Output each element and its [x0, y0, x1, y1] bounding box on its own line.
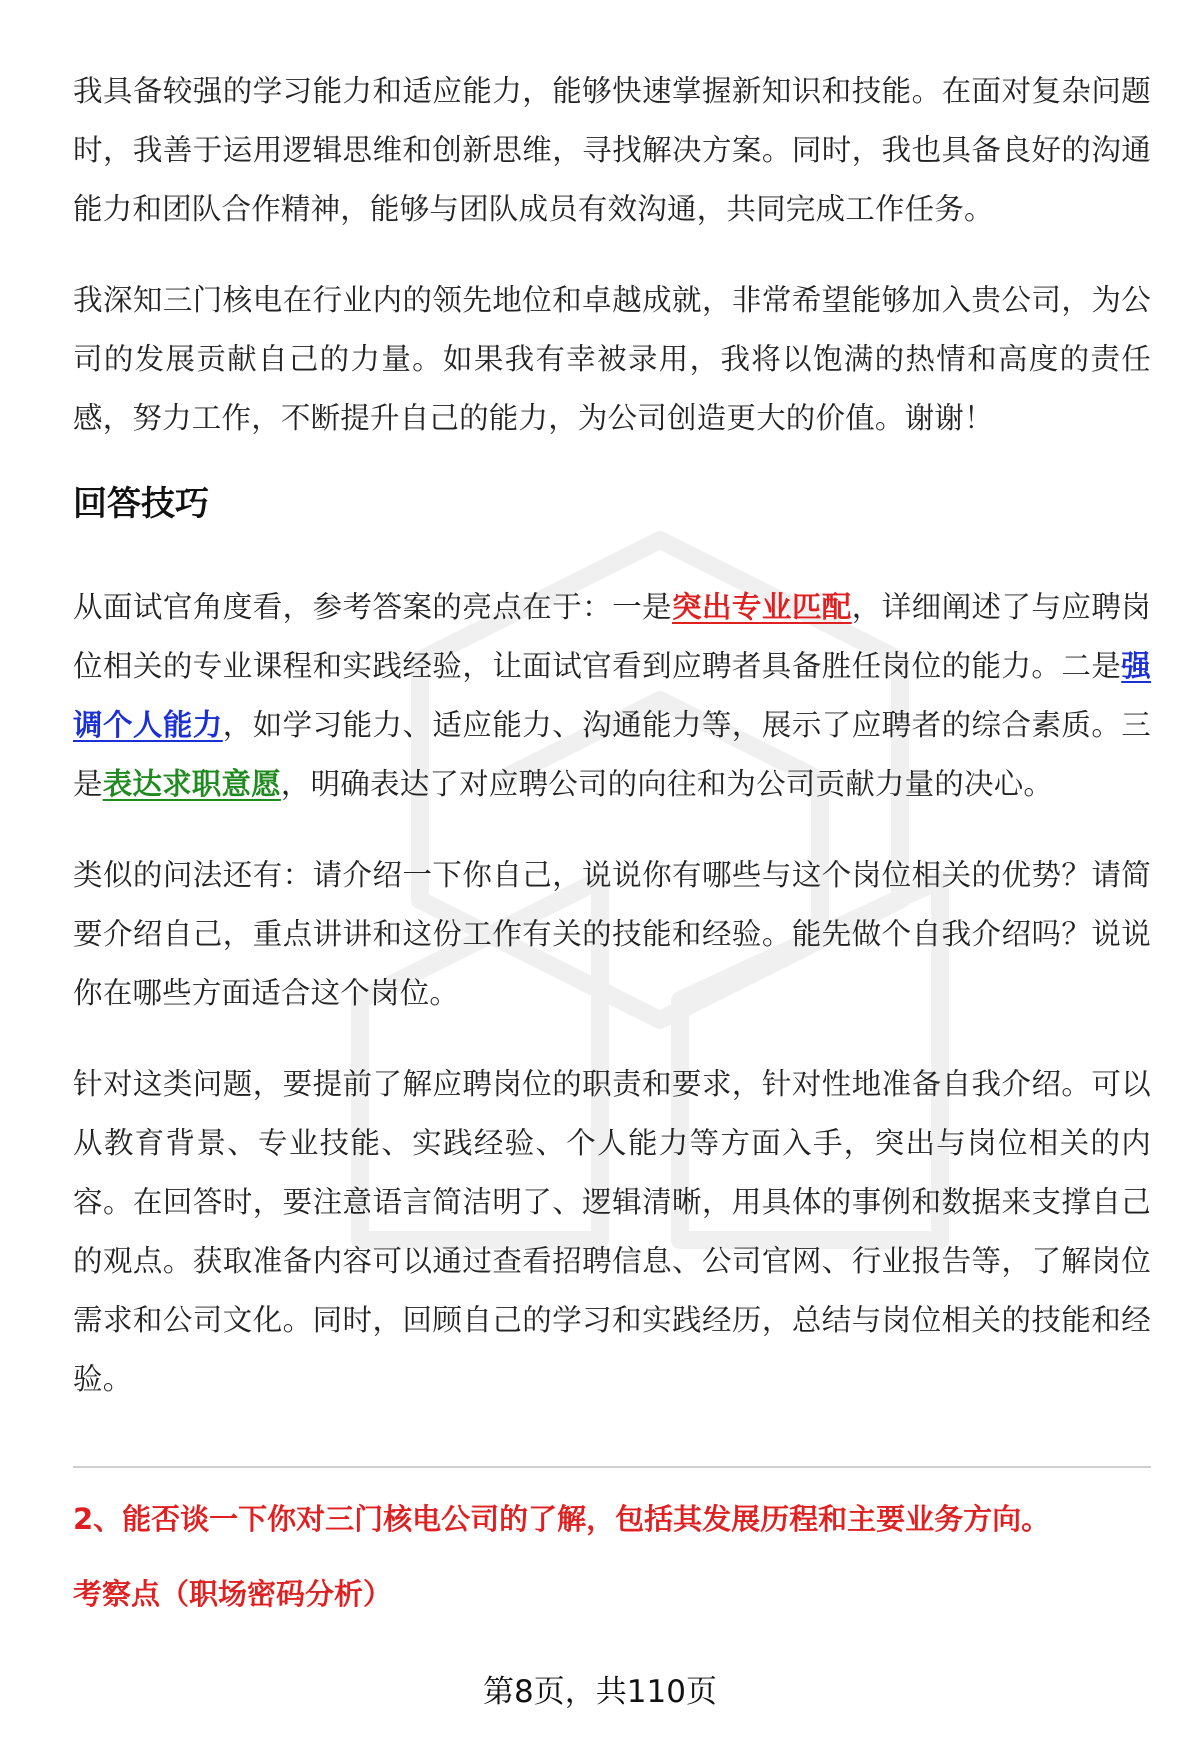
section-heading-tips: 回答技巧: [73, 484, 209, 524]
document-body: [73, 62, 1151, 1441]
paragraph-abilities: 我具备较强的学习能力和适应能力，能够快速掌握新知识和技能。在面对复杂问题时，我善于运用逻辑思维和创新思维，寻找解决方案。同时，我也具备良好的沟通能力和团队合作精神，能够与团队成员有效沟通，共同完成工作任务。: [73, 74, 1151, 226]
text-segment: ，如学习能力、适应能力、沟通能力等，展示了应聘者的综合素质。三是: [73, 708, 1151, 801]
highlight-personal-ability: 强调个人能力: [73, 649, 1151, 742]
text-segment: ，详细阐述了与应聘岗位相关的专业课程和实践经验，让面试官看到应聘者具备胜任岗位的能力。二是: [73, 590, 1151, 683]
paragraph-similar-questions: 类似的问法还有：请介绍一下你自己，说说你有哪些与这个岗位相关的优势？请简要介绍自己，重点讲讲和这份工作有关的技能和经验。能先做个自我介绍吗？说说你在哪些方面适合这个岗位。: [73, 858, 1151, 1010]
paragraph-highlights: [73, 578, 1151, 814]
question-title: 2、能否谈一下你对三门核电公司的了解，包括其发展历程和主要业务方向。: [73, 1502, 1051, 1536]
text-segment: 从面试官角度看，参考答案的亮点在于：一是: [73, 590, 673, 624]
paragraph-motivation: 我深知三门核电在行业内的领先地位和卓越成就，非常希望能够加入贵公司，为公司的发展贡献自己的力量。如果我有幸被录用，我将以饱满的热情和高度的责任感，努力工作，不断提升自己的能力，为公司创造更大的价值。谢谢！: [73, 283, 1151, 435]
text-segment: ，明确表达了对应聘公司的向往和为公司贡献力量的决心。: [280, 767, 1054, 801]
page-indicator: 第8页，共110页: [483, 1674, 717, 1710]
question-subheading: 考察点（职场密码分析）: [73, 1577, 393, 1611]
paragraph-preparation-advice: 针对这类问题，要提前了解应聘岗位的职责和要求，针对性地准备自我介绍。可以从教育背景、专业技能、实践经验、个人能力等方面入手，突出与岗位相关的内容。在回答时，要注意语言简洁明了、逻辑清晰，用具体的事例和数据来支撑自己的观点。获取准备内容可以通过查看招聘信息、公司官网、行业报告等，了解岗位需求和公司文化。同时，回顾自己的学习和实践经历，总结与岗位相关的技能和经验。: [73, 1067, 1151, 1396]
highlight-professional-match: 突出专业匹配: [672, 590, 852, 624]
highlight-job-intent: 表达求职意愿: [102, 767, 281, 801]
section-divider: [73, 1466, 1151, 1468]
